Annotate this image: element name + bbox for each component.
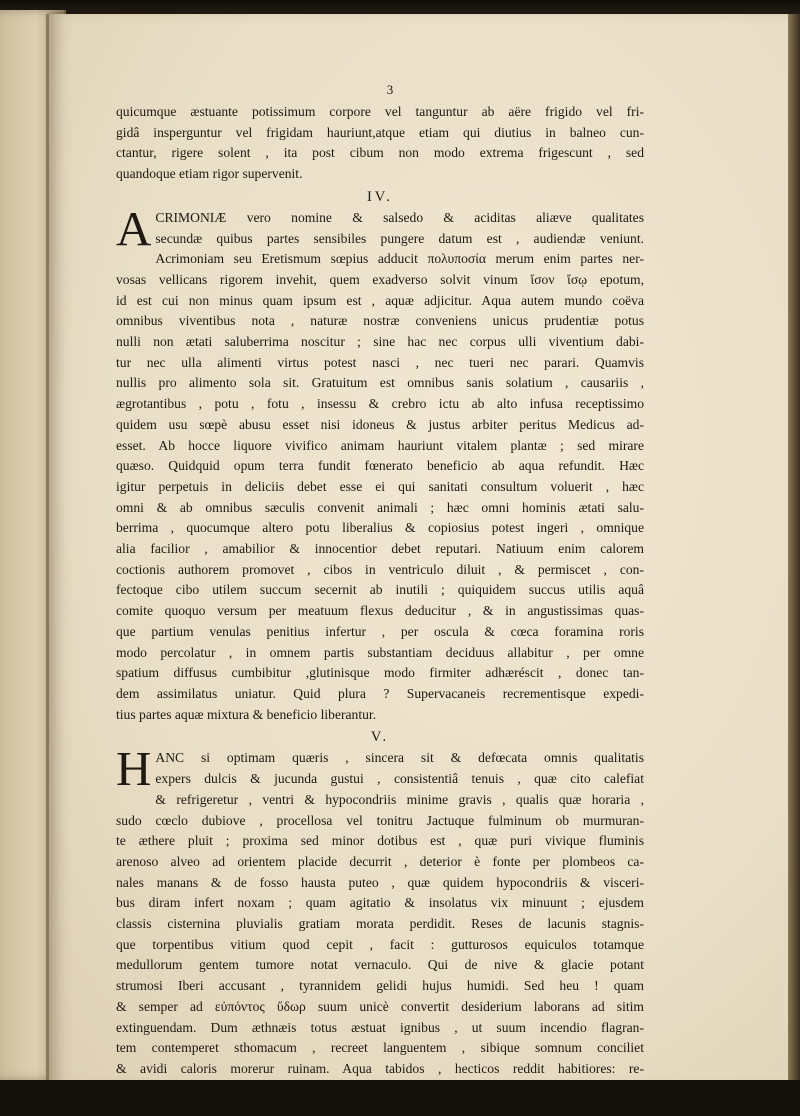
text-line: id est cui non minus quam ipsum est , aquæ adjicitur. Aqua autem mundo coëva [116,292,644,308]
text-line: ctantur, rigere solent , ita post cibum non modo extrema frigescunt , sed [116,145,644,161]
text-line: spatium diffusus cumbibitur ,glutinisque modo firmiter adhæréscit , donec tan- [116,665,644,681]
text-line: quandoque etiam rigor supervenit. [116,166,303,182]
text-line: arenoso alveo ad orientem placide decurrit , deterior è fonte per plombeos ca- [116,853,644,869]
text-line: que partium venulas penitius infertur , per oscula & cœca foramina roris [116,623,644,639]
text-line: sudo cœclo dubiove , procellosa vel tonitru Jactuque fulminum ob murmuran- [116,812,644,828]
text-line: vosas vellicans rigorem invehit, quem exadverso solvit vinum ἴσον ἴσῳ epotum, [116,271,644,287]
text-line: modo percolatur , in omnem partis substantiam deciduus allabitur , per omne [116,644,644,660]
text-line: dem assimilatus uniatur. Quid plura ? Supervacaneis recrementisque expedi- [116,685,644,701]
text-line: fectoque cibo utilem succum secernit ab inutili ; quiquidem succus utilis aquâ [116,582,644,598]
page-text [116,82,644,1080]
text-line: comite quoquo versum per meatuum flexus deducitur , & in angustissimas quas- [116,603,644,619]
text-line: esset. Ab hocce liquore vivifico animam hauriunt vitalem plantæ ; sed mirare [116,437,644,453]
text-line: & avidi caloris morerur ruinam. Aqua tabidos , hecticos reddit habitiores: re- [116,1060,644,1076]
text-line: extinguendam. Dum æthnæis totus æstuat ignibus , ut suum incendio flagran- [116,1019,644,1035]
text-line: omnibus viventibus nota , naturæ nostræ conveniens unicus prudentiæ potus [116,313,644,329]
text-line: Acrimoniam seu Eretismum sœpius adducit πολυποσία merum enim partes ner- [155,251,644,267]
text-line: tur nec ulla alimenti virtus potest nasci , nec tueri nec parari. Quamvis [116,354,644,370]
text-line: gidâ insperguntur vel frigidam hauriunt,atque etiam qui diutius in balneo cun- [116,124,644,140]
text-line: quidem usu sœpè abusu esset nisi idoneus & justus arbiter peritus Medicus ad- [116,416,644,432]
text-line: coctionis authorem promovet , cibos in ventriculo diluit , & permiscet , con- [116,561,644,577]
section-heading-v: V. [370,729,390,746]
section-v-lines [116,790,644,1080]
text-line: secundæ quibus partes sensibiles pungere datum est , audiendæ veniunt. [155,230,644,246]
intro-paragraph [116,102,644,185]
drop-cap: H [116,741,152,797]
text-line: omni & ab omnibus sæculis convenit animali ; hæc omni hominis ætati salu- [116,499,644,515]
text-line: nales manans & de fosso hausta puteo , quæ quidem hypocondriis & visceri- [116,874,644,890]
text-line: nullis pro alimento sola sit. Gratuitum est omnibus sanis solatium , causariis , [116,375,644,391]
text-line: berrima , quocumque altero potu liberalius & copiosius potest ingeri , omnique [116,520,644,536]
text-line: medullorum gentem tumore notat vernaculo. Qui de nive & glacie potant [116,957,644,973]
text-line: ægrotantibus , potu , fotu , insessu & crebro ictu ab alto infusa receptissimo [116,396,644,412]
text-line: ANC si optimam quæris , sincera sit & defœcata omnis qualitatis [155,750,644,766]
section-iv-lines [116,249,644,725]
page-number: 3 [386,82,394,97]
book-bottom-edge [0,1080,800,1116]
text-line: classis cisternina pluvialis gratiam morata perdidit. Reses de lacunis stagnis- [116,916,644,932]
text-line: alia facilior , amabilior & innocentior debet reputari. Natiuum enim calorem [116,541,644,557]
text-line: igitur perpetuis in deliciis debet esse ei qui sanitati consultum voluerit , hæc [116,478,644,494]
text-line: strumosi Iberi accusant , tyrannidem gelidi hujus humidi. Sed heu ! quam [116,978,644,994]
text-line: & semper ad εὐπόντος ὕδωρ suum unicè convertit desiderium laborans ad sitim [116,998,644,1014]
text-line: tius partes aquæ mixtura & beneficio liberantur. [116,706,377,722]
text-line: nulli non ætati saluberrima noscitur ; sine hac nec corpus ulli viventium dabi- [116,334,644,350]
text-line: expers dulcis & jucunda gustui , consistentiâ tenuis , quæ cito calefiat [155,771,644,787]
text-line: te æthere pluit ; proxima sed minor dotibus est , quæ puri vivique fluminis [116,833,644,849]
section-v-paragraph [116,741,644,1079]
text-line: & refrigeretur , ventri & hypocondriis minime gravis , qualis quæ horaria , [155,791,644,807]
right-binding-edge [788,14,800,1086]
text-line: tem contemperet sthomacum , recreet languentem , sibique somnum conciliet [116,1040,644,1056]
text-line: que torpentibus vitium quod cepit , facit : gutturosos equiculos totamque [116,936,644,952]
section-iv-paragraph [116,200,644,726]
text-line: quæso. Quidquid opum terra fundit fœnerato beneficio ab aqua refundit. Hæc [116,458,644,474]
text-line: bus diram infert noxam ; quam agitatio & insolatus vix minuunt ; ejusdem [116,895,644,911]
text-line: CRIMONIÆ vero nomine & salsedo & aciditas aliæve qualitates [155,209,644,225]
drop-cap: A [116,200,152,256]
section-heading-iv: IV. [366,188,394,205]
text-line: quicumque æstuante potissimum corpore vel tanguntur ab aëre frigido vel fri- [116,104,644,119]
